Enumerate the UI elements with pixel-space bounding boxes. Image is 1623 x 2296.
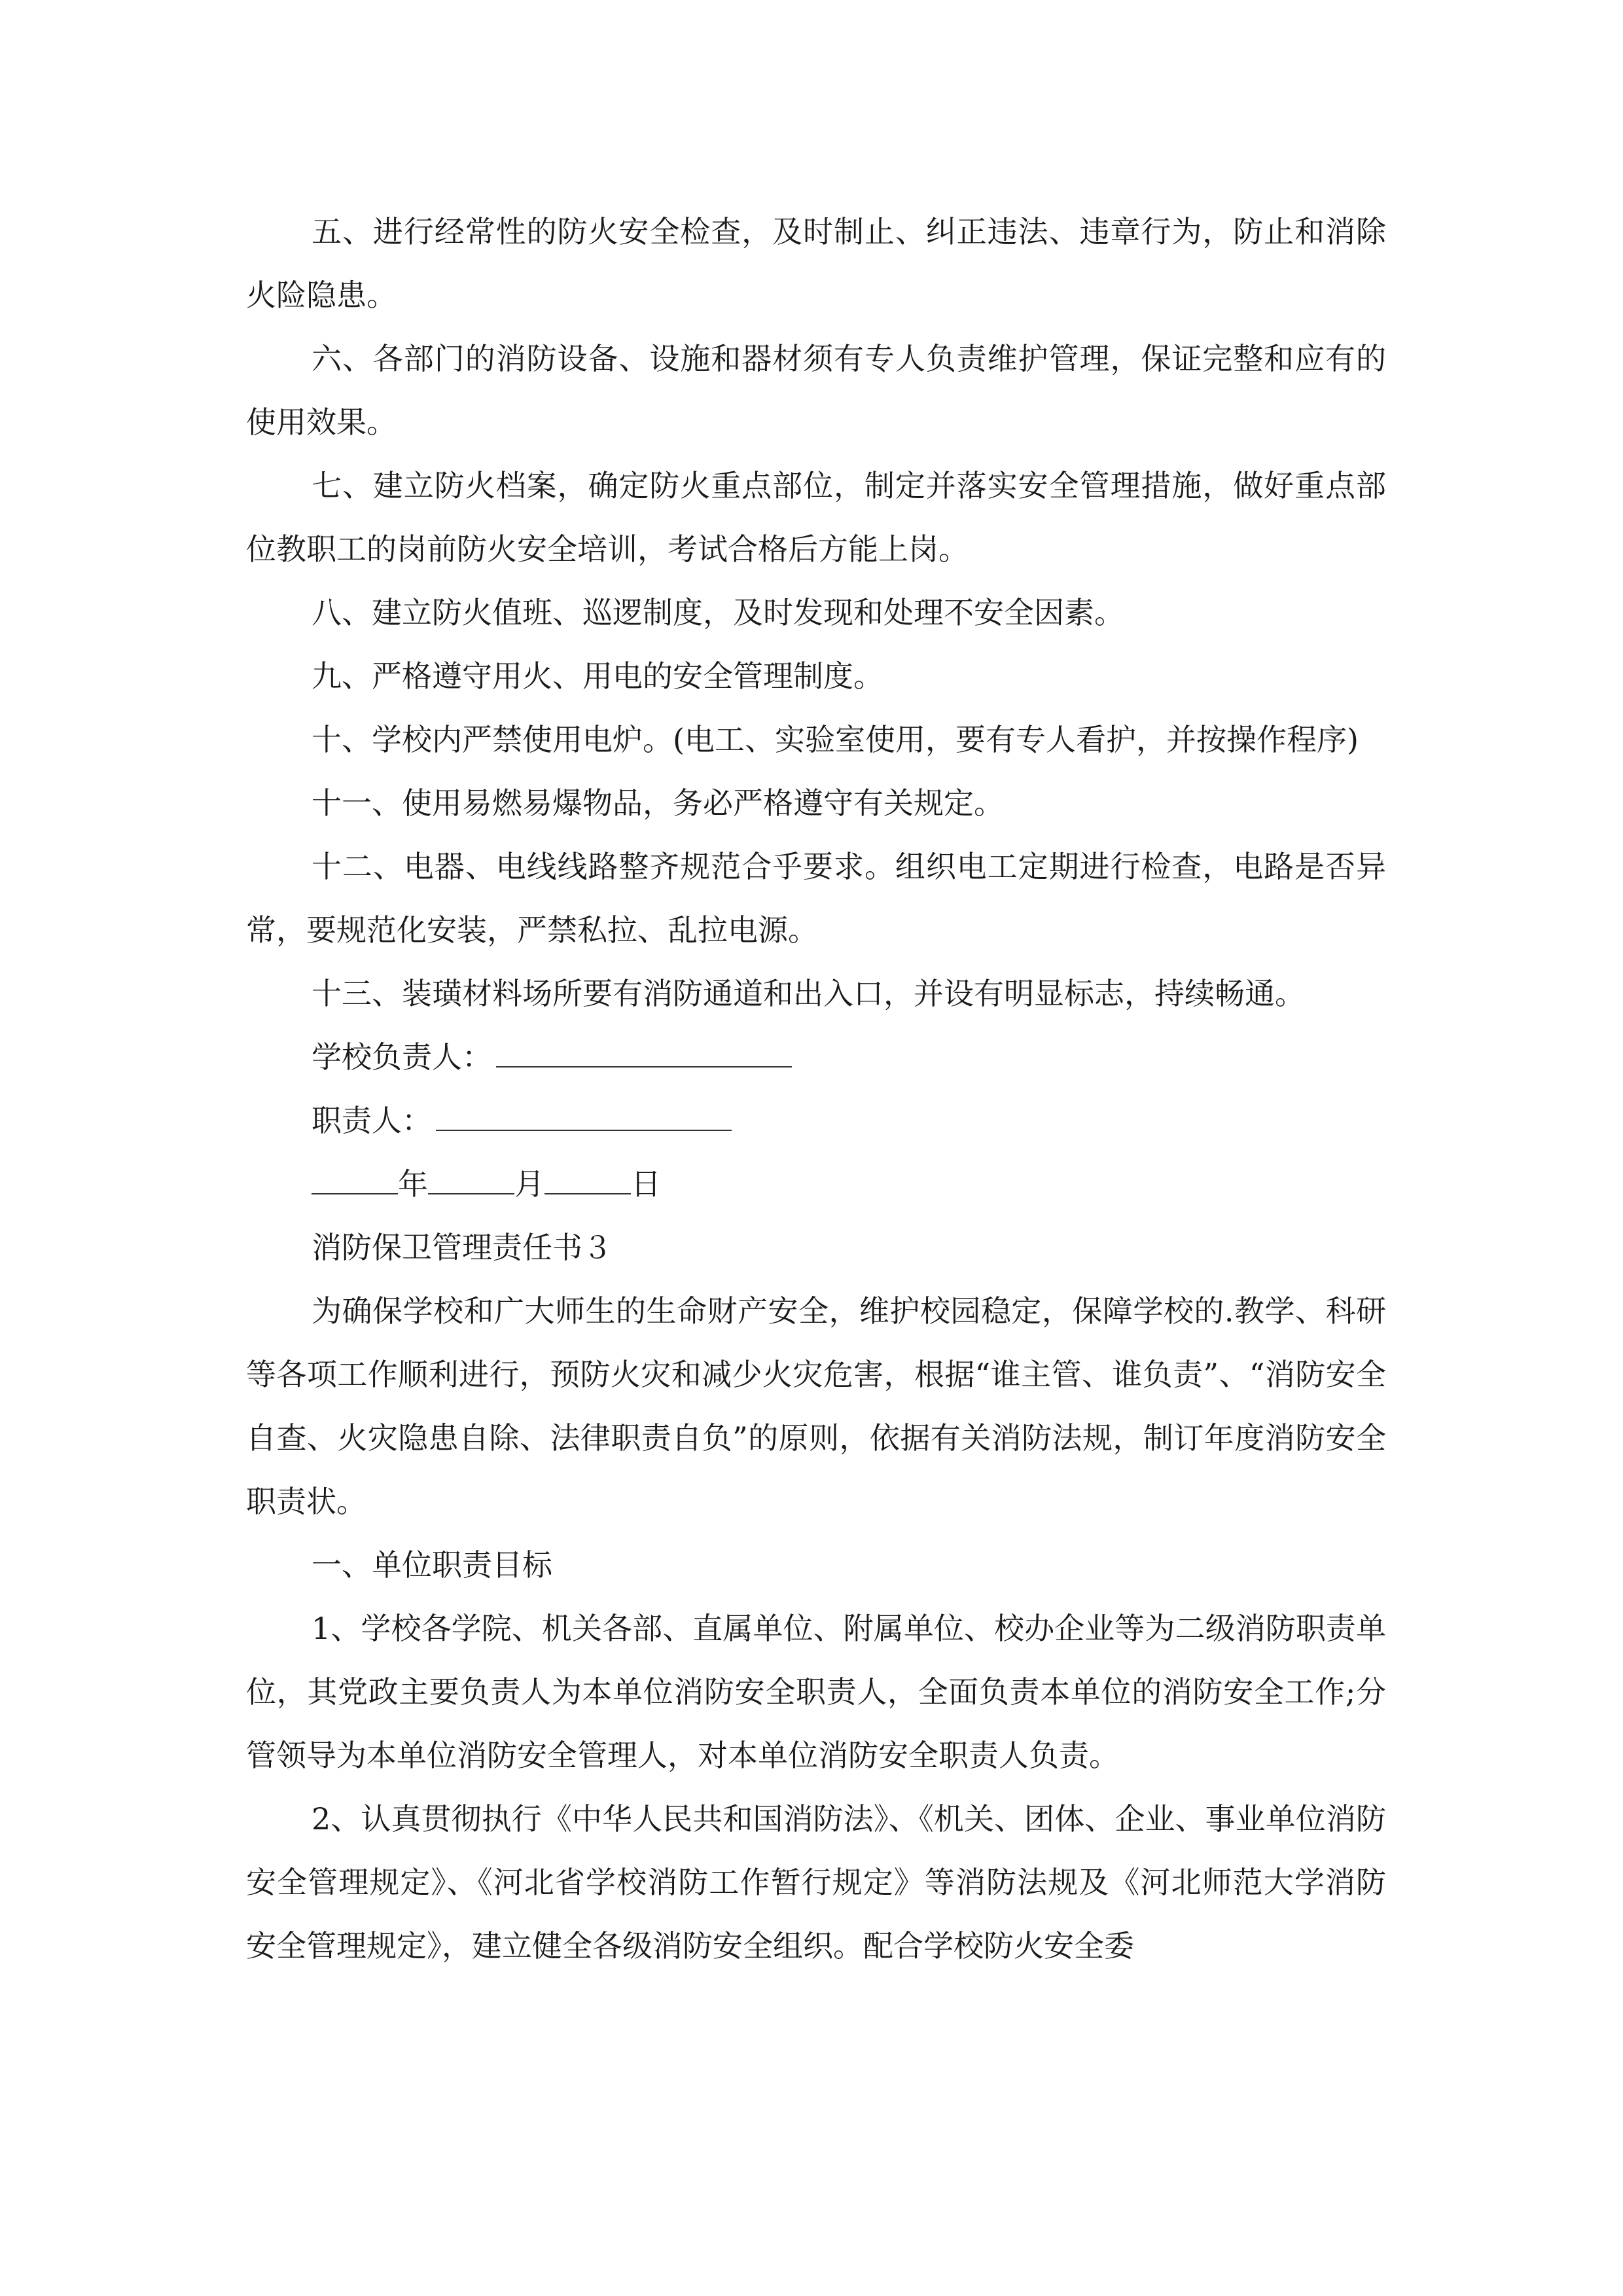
signature-principal-line	[246, 1026, 1386, 1089]
signature-responsible-label: 职责人：	[312, 1103, 432, 1138]
body-paragraph-1: 1、学校各学院、机关各部、直属单位、附属单位、校办企业等为二级消防职责单位，其党政主要负责人为本单位消防安全职责人，全面负责本单位的消防安全工作;分管领导为本单位消防安全管理人，对本单位消防安全职责人负责。	[246, 1611, 1386, 1773]
paragraph-item-13: 十三、装璜材料场所要有消防通道和出入口，并设有明显标志，持续畅通。	[312, 976, 1305, 1011]
section-title: 消防保卫管理责任书３	[312, 1230, 613, 1265]
paragraph-item-12: 十二、电器、电线线路整齐规范合乎要求。组织电工定期进行检查，电路是否异常，要规范化安装，严禁私拉、乱拉电源。	[246, 849, 1386, 948]
date-line	[246, 1153, 1386, 1216]
signature-responsible-blank[interactable]	[436, 1100, 732, 1131]
date-year-blank[interactable]	[312, 1163, 398, 1194]
date-month-blank[interactable]	[428, 1163, 514, 1194]
paragraph-item-9: 九、严格遵守用火、用电的安全管理制度。	[312, 658, 883, 694]
body-heading-unit-goals: 一、单位职责目标	[312, 1547, 552, 1583]
paragraph-item-8: 八、建立防火值班、巡逻制度，及时发现和处理不安全因素。	[312, 595, 1124, 630]
paragraph-item-5: 五、进行经常性的防火安全检查，及时制止、纠正违法、违章行为，防止和消除火险隐患。	[246, 214, 1386, 313]
date-day-label: 日	[631, 1166, 661, 1202]
signature-principal-label: 学校负责人：	[312, 1039, 492, 1075]
signature-principal-blank[interactable]	[496, 1036, 792, 1067]
date-day-blank[interactable]	[544, 1163, 631, 1194]
signature-responsible-line	[246, 1089, 1386, 1153]
date-year-label: 年	[398, 1166, 428, 1202]
paragraph-item-11: 十一、使用易燃易爆物品，务必严格遵守有关规定。	[312, 785, 1004, 821]
paragraph-item-7: 七、建立防火档案，确定防火重点部位，制定并落实安全管理措施，做好重点部位教职工的岗前防火安全培训，考试合格后方能上岗。	[246, 468, 1386, 567]
body-paragraph-2: 2、认真贯彻执行《中华人民共和国消防法》、《机关、团体、企业、事业单位消防安全管理规定》、《河北省学校消防工作暂行规定》等消防法规及《河北师范大学消防安全管理规定》，建立健全各级消防安全组织。配合学校防火安全委	[246, 1801, 1386, 1964]
date-month-label: 月	[514, 1166, 544, 1202]
paragraph-item-10: 十、学校内严禁使用电炉。(电工、实验室使用，要有专人看护，并按操作程序)	[312, 722, 1359, 757]
body-paragraph-intro: 为确保学校和广大师生的生命财产安全，维护校园稳定，保障学校的.教学、科研等各项工作顺利进行，预防火灾和减少火灾危害，根据“谁主管、谁负责”、“消防安全自查、火灾隐患自除、法律职责自负”的原则，依据有关消防法规，制订年度消防安全职责状。	[246, 1293, 1386, 1519]
document-page	[246, 200, 1386, 1978]
paragraph-item-6: 六、各部门的消防设备、设施和器材须有专人负责维护管理，保证完整和应有的使用效果。	[246, 341, 1386, 440]
